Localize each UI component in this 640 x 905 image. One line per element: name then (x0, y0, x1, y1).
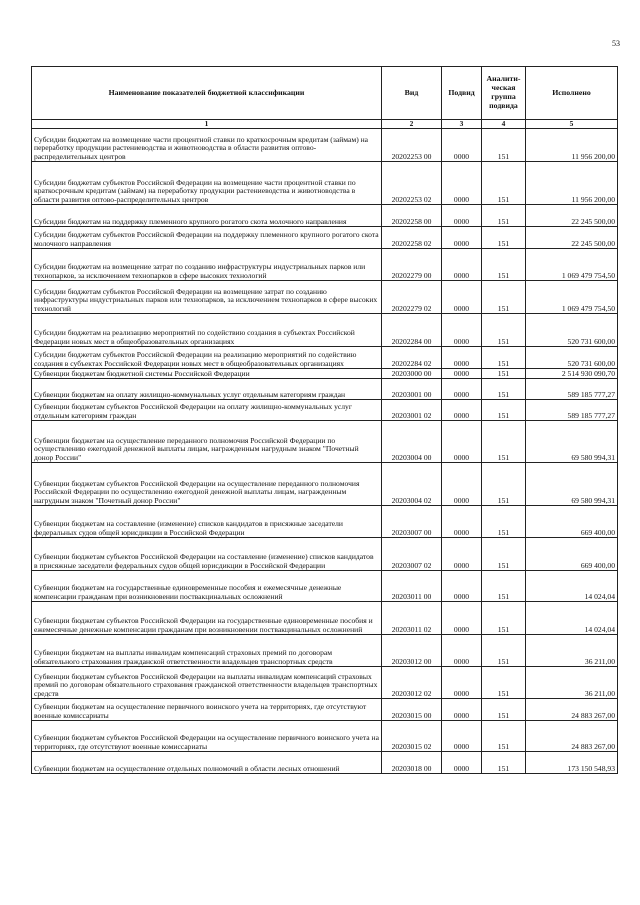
column-number: 3 (442, 120, 482, 129)
row-name: Субсидии бюджетам субъектов Российской Федерации на возмещение затрат по созданию инфраструктуры индустриальных парков или технопарков, за исключением технопарков в сфере высоких технологий (32, 281, 382, 314)
row-podvid: 0000 (442, 421, 482, 463)
row-podvid: 0000 (442, 506, 482, 538)
row-group: 151 (482, 314, 526, 347)
table-row (32, 227, 618, 249)
row-name: Субсидии бюджетам субъектов Российской Федерации на реализацию мероприятий по содействию создания в субъектах Российской Федерации новых мест в общеобразовательных организациях (32, 347, 382, 369)
row-name: Субвенции бюджетам субъектов Российской Федерации на составление (изменение) списков кандидатов в присяжные заседатели федеральных судов общей юрисдикции в Российской Федерации (32, 538, 382, 571)
row-podvid: 0000 (442, 538, 482, 571)
table-row (32, 281, 618, 314)
row-amount: 173 150 548,93 (526, 752, 618, 774)
row-group: 151 (482, 162, 526, 205)
row-group: 151 (482, 400, 526, 421)
row-vid: 20202253 00 (382, 129, 442, 162)
row-podvid: 0000 (442, 281, 482, 314)
table-row (32, 721, 618, 752)
row-name: Субвенции бюджетам на государственные единовременные пособия и ежемесячные денежные компенсации гражданам при возникновении поствакцинальных осложнений (32, 571, 382, 602)
row-group: 151 (482, 538, 526, 571)
row-amount: 24 883 267,00 (526, 721, 618, 752)
header-name: Наименование показателей бюджетной классификации (32, 67, 382, 120)
row-amount: 24 883 267,00 (526, 699, 618, 721)
row-vid: 20203018 00 (382, 752, 442, 774)
row-amount: 669 400,00 (526, 538, 618, 571)
table-row (32, 162, 618, 205)
table-row (32, 538, 618, 571)
column-number-row (32, 120, 618, 129)
table-row (32, 314, 618, 347)
row-podvid: 0000 (442, 635, 482, 667)
row-vid: 20202258 02 (382, 227, 442, 249)
row-vid: 20203012 00 (382, 635, 442, 667)
row-amount: 1 069 479 754,50 (526, 249, 618, 281)
row-name: Субвенции бюджетам субъектов Российской Федерации на осуществление первичного воинского учета на территориях, где отсутствуют военные комиссариаты (32, 721, 382, 752)
header-group: Аналити-ческая группа подвида (482, 67, 526, 120)
row-vid: 20202253 02 (382, 162, 442, 205)
row-group: 151 (482, 379, 526, 400)
row-name: Субвенции бюджетам на осуществление отдельных полномочий в области лесных отношений (32, 752, 382, 774)
header-vid: Вид (382, 67, 442, 120)
row-vid: 20203004 02 (382, 463, 442, 506)
row-name: Субвенции бюджетам субъектов Российской Федерации на выплаты инвалидам компенсаций страховых премий по договорам обязательного страхования гражданской ответственности владельцев транспортных средств (32, 667, 382, 699)
row-vid: 20203012 02 (382, 667, 442, 699)
row-vid: 20202258 00 (382, 205, 442, 227)
table-row (32, 635, 618, 667)
row-group: 151 (482, 506, 526, 538)
row-group: 151 (482, 635, 526, 667)
row-amount: 2 514 930 090,70 (526, 369, 618, 379)
table-row (32, 667, 618, 699)
row-vid: 20202284 02 (382, 347, 442, 369)
row-vid: 20203015 00 (382, 699, 442, 721)
row-podvid: 0000 (442, 379, 482, 400)
row-amount: 69 580 994,31 (526, 463, 618, 506)
table-row (32, 347, 618, 369)
row-podvid: 0000 (442, 699, 482, 721)
row-name: Субсидии бюджетам на реализацию мероприятий по содействию создания в субъектах Российской Федерации новых мест в общеобразовательных организациях (32, 314, 382, 347)
row-podvid: 0000 (442, 162, 482, 205)
table-row (32, 699, 618, 721)
row-vid: 20203001 02 (382, 400, 442, 421)
row-podvid: 0000 (442, 752, 482, 774)
row-group: 151 (482, 721, 526, 752)
row-name: Субсидии бюджетам субъектов Российской Федерации на возмещение части процентной ставки по краткосрочным кредитам (займам) на переработку продукции растениеводства и животноводства в области развития оптово-распределительных центров (32, 162, 382, 205)
row-amount: 1 069 479 754,50 (526, 281, 618, 314)
column-number: 4 (482, 120, 526, 129)
column-number: 1 (32, 120, 382, 129)
row-name: Субсидии бюджетам на возмещение части процентной ставки по краткосрочным кредитам (займам) на переработку продукции растениеводства и животноводства в области развития оптово-распределительных центров (32, 129, 382, 162)
row-amount: 22 245 500,00 (526, 227, 618, 249)
row-name: Субвенции бюджетам субъектов Российской Федерации на государственные единовременные пособия и ежемесячные денежные компенсации гражданам при возникновении поствакцинальных осложнений (32, 602, 382, 635)
row-group: 151 (482, 369, 526, 379)
row-group: 151 (482, 249, 526, 281)
header-amount: Исполнено (526, 67, 618, 120)
header-row (32, 67, 618, 120)
row-amount: 22 245 500,00 (526, 205, 618, 227)
table-row (32, 379, 618, 400)
row-group: 151 (482, 752, 526, 774)
table-row (32, 752, 618, 774)
row-amount: 69 580 994,31 (526, 421, 618, 463)
table-row (32, 571, 618, 602)
row-podvid: 0000 (442, 463, 482, 506)
column-number: 5 (526, 120, 618, 129)
row-vid: 20203007 02 (382, 538, 442, 571)
row-amount: 36 211,00 (526, 635, 618, 667)
header-podvid: Подвид (442, 67, 482, 120)
table-row (32, 506, 618, 538)
row-amount: 589 185 777,27 (526, 379, 618, 400)
row-vid: 20203011 00 (382, 571, 442, 602)
table-row (32, 463, 618, 506)
row-vid: 20202279 00 (382, 249, 442, 281)
row-name: Субсидии бюджетам субъектов Российской Федерации на поддержку племенного крупного рогатого скота молочного направления (32, 227, 382, 249)
row-podvid: 0000 (442, 571, 482, 602)
row-vid: 20203001 00 (382, 379, 442, 400)
row-podvid: 0000 (442, 602, 482, 635)
row-group: 151 (482, 699, 526, 721)
row-group: 151 (482, 667, 526, 699)
row-name: Субвенции бюджетам на составление (изменение) списков кандидатов в присяжные заседатели федеральных судов общей юрисдикции в Российской Федерации (32, 506, 382, 538)
table-row (32, 205, 618, 227)
table-row (32, 421, 618, 463)
row-name: Субвенции бюджетам на осуществление переданного полномочия Российской Федерации по осуществлению ежегодной денежной выплаты лицам, награжденным нагрудным знаком "Почетный донор России" (32, 421, 382, 463)
row-amount: 14 024,04 (526, 571, 618, 602)
table-row (32, 249, 618, 281)
row-group: 151 (482, 571, 526, 602)
budget-table (31, 66, 618, 774)
row-group: 151 (482, 227, 526, 249)
row-amount: 11 956 200,00 (526, 162, 618, 205)
row-podvid: 0000 (442, 347, 482, 369)
row-name: Субвенции бюджетам на оплату жилищно-коммунальных услуг отдельным категориям граждан (32, 379, 382, 400)
row-group: 151 (482, 602, 526, 635)
row-vid: 20203004 00 (382, 421, 442, 463)
row-group: 151 (482, 281, 526, 314)
row-podvid: 0000 (442, 227, 482, 249)
row-podvid: 0000 (442, 369, 482, 379)
row-group: 151 (482, 421, 526, 463)
row-amount: 520 731 600,00 (526, 314, 618, 347)
row-vid: 20203000 00 (382, 369, 442, 379)
row-name: Субвенции бюджетам на выплаты инвалидам компенсаций страховых премий по договорам обязательного страхования гражданской ответственности владельцев транспортных средств (32, 635, 382, 667)
row-podvid: 0000 (442, 400, 482, 421)
row-name: Субвенции бюджетам субъектов Российской Федерации на осуществление переданного полномочия Российской Федерации по осуществлению ежегодной денежной выплаты лицам, награжденным нагрудным знаком "Почетный донор России" (32, 463, 382, 506)
row-vid: 20203011 02 (382, 602, 442, 635)
row-podvid: 0000 (442, 314, 482, 347)
row-amount: 11 956 200,00 (526, 129, 618, 162)
row-group: 151 (482, 205, 526, 227)
table-row (32, 129, 618, 162)
row-amount: 520 731 600,00 (526, 347, 618, 369)
row-amount: 36 211,00 (526, 667, 618, 699)
row-group: 151 (482, 347, 526, 369)
row-amount: 669 400,00 (526, 506, 618, 538)
page-number: 53 (612, 39, 620, 48)
row-podvid: 0000 (442, 667, 482, 699)
row-amount: 589 185 777,27 (526, 400, 618, 421)
column-number: 2 (382, 120, 442, 129)
row-name: Субсидии бюджетам на возмещение затрат по созданию инфраструктуры индустриальных парков или технопарков, за исключением технопарков в сфере высоких технологий (32, 249, 382, 281)
table-row (32, 400, 618, 421)
row-vid: 20202284 00 (382, 314, 442, 347)
row-name: Субвенции бюджетам субъектов Российской Федерации на оплату жилищно-коммунальных услуг отдельным категориям граждан (32, 400, 382, 421)
row-podvid: 0000 (442, 721, 482, 752)
table-row (32, 369, 618, 379)
row-vid: 20203007 00 (382, 506, 442, 538)
row-podvid: 0000 (442, 249, 482, 281)
row-vid: 20202279 02 (382, 281, 442, 314)
row-amount: 14 024,04 (526, 602, 618, 635)
row-name: Субвенции бюджетам бюджетной системы Российской Федерации (32, 369, 382, 379)
row-group: 151 (482, 129, 526, 162)
row-vid: 20203015 02 (382, 721, 442, 752)
row-podvid: 0000 (442, 205, 482, 227)
row-podvid: 0000 (442, 129, 482, 162)
row-group: 151 (482, 463, 526, 506)
row-name: Субсидии бюджетам на поддержку племенного крупного рогатого скота молочного направления (32, 205, 382, 227)
table-row (32, 602, 618, 635)
row-name: Субвенции бюджетам на осуществление первичного воинского учета на территориях, где отсутствуют военные комиссариаты (32, 699, 382, 721)
